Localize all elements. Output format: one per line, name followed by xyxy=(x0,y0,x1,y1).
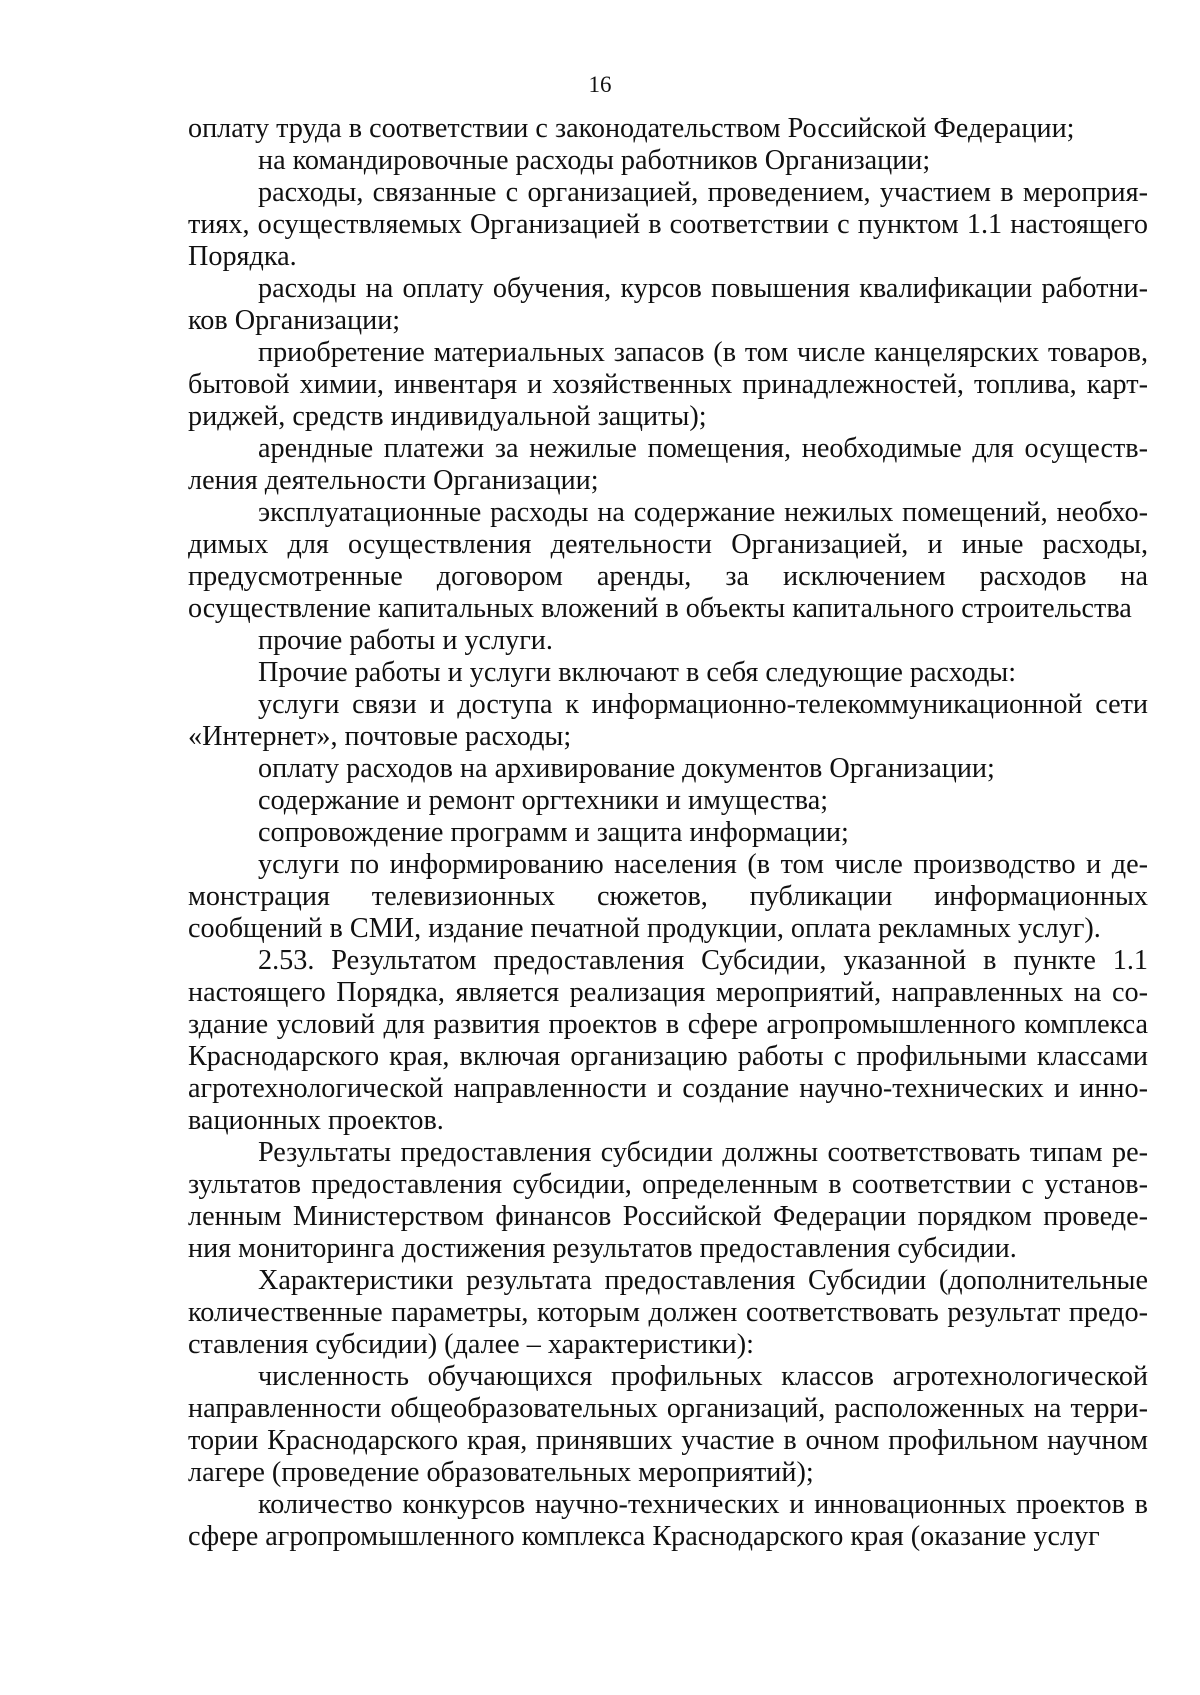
document-body xyxy=(188,113,1148,1553)
paragraph-rent: арендные платежи за нежилые помещения, необходимые для осуществления деятельности Организации; xyxy=(188,433,1148,496)
paragraph-events-expenses: расходы, связанные с организацией, проведением, участием в мероприятиях, осуществляемых Организацией в соответствии с пунктом 1.1 настоящего Порядка. xyxy=(188,177,1148,272)
paragraph-communications: услуги связи и доступа к информационно-телекоммуникационной сети «Интернет», почтовые расходы; xyxy=(188,689,1148,752)
paragraph-other-works-include: Прочие работы и услуги включают в себя следующие расходы: xyxy=(258,657,1017,688)
paragraph-result-types: Результаты предоставления субсидии должны соответствовать типам результатов предоставления субсидии, определенным в соответствии с установленным Министерством финансов Российской Федерации порядком проведения мониторинга достижения результатов предоставления субсидии. xyxy=(188,1137,1148,1264)
paragraph-materials: приобретение материальных запасов (в том числе канцелярских товаров, бытовой химии, инвентаря и хозяйственных принадлежностей, топлива, картриджей, средств индивидуальной защиты); xyxy=(188,337,1148,432)
paragraph-training: расходы на оплату обучения, курсов повышения квалификации работников Организации; xyxy=(188,273,1148,336)
paragraph-maintenance: эксплуатационные расходы на содержание нежилых помещений, необходимых для осуществления деятельности Организацией, и иные расходы, предусмотренные договором аренды, за исключением расходов на осуществление капитальных вложений в объекты капитального строительства xyxy=(188,497,1148,624)
paragraph-wages: оплату труда в соответствии с законодательством Российской Федерации; xyxy=(188,113,1075,144)
page-number: 16 xyxy=(588,72,612,97)
paragraph-business-trips: на командировочные расходы работников Организации; xyxy=(258,145,931,176)
paragraph-students-count: численность обучающихся профильных классов агротехнологической направленности общеобразовательных организаций, расположенных на территории Краснодарского края, принявших участие в очном профильном научном лагере (проведение образовательных мероприятий); xyxy=(188,1361,1148,1488)
paragraph-equipment-repair: содержание и ремонт оргтехники и имущества; xyxy=(258,785,829,816)
paragraph-archiving: оплату расходов на архивирование документов Организации; xyxy=(258,753,995,784)
paragraph-contests-count: количество конкурсов научно-технических и инновационных проектов в сфере агропромышленного комплекса Краснодарского края (оказание услуг xyxy=(188,1489,1148,1552)
paragraph-other-works: прочие работы и услуги. xyxy=(258,625,553,656)
paragraph-informing: услуги по информированию населения (в том числе производство и демонстрация телевизионных сюжетов, публикации информационных сообщений в СМИ, издание печатной продукции, оплата рекламных услуг). xyxy=(188,849,1148,944)
paragraph-2-53-result: 2.53. Результатом предоставления Субсидии, указанной в пункте 1.1 настоящего Порядка, является реализация мероприятий, направленных на создание условий для развития проектов в сфере агропромышленного комплекса Краснодарского края, включая организацию работы с профильными классами агротехнологической направленности и создание научно-технических и инновационных проектов. xyxy=(188,945,1148,1136)
paragraph-software-support: сопровождение программ и защита информации; xyxy=(258,817,849,848)
paragraph-characteristics: Характеристики результата предоставления Субсидии (дополнительные количественные параметры, которым должен соответствовать результат предоставления субсидии) (далее – характеристики): xyxy=(188,1265,1148,1360)
